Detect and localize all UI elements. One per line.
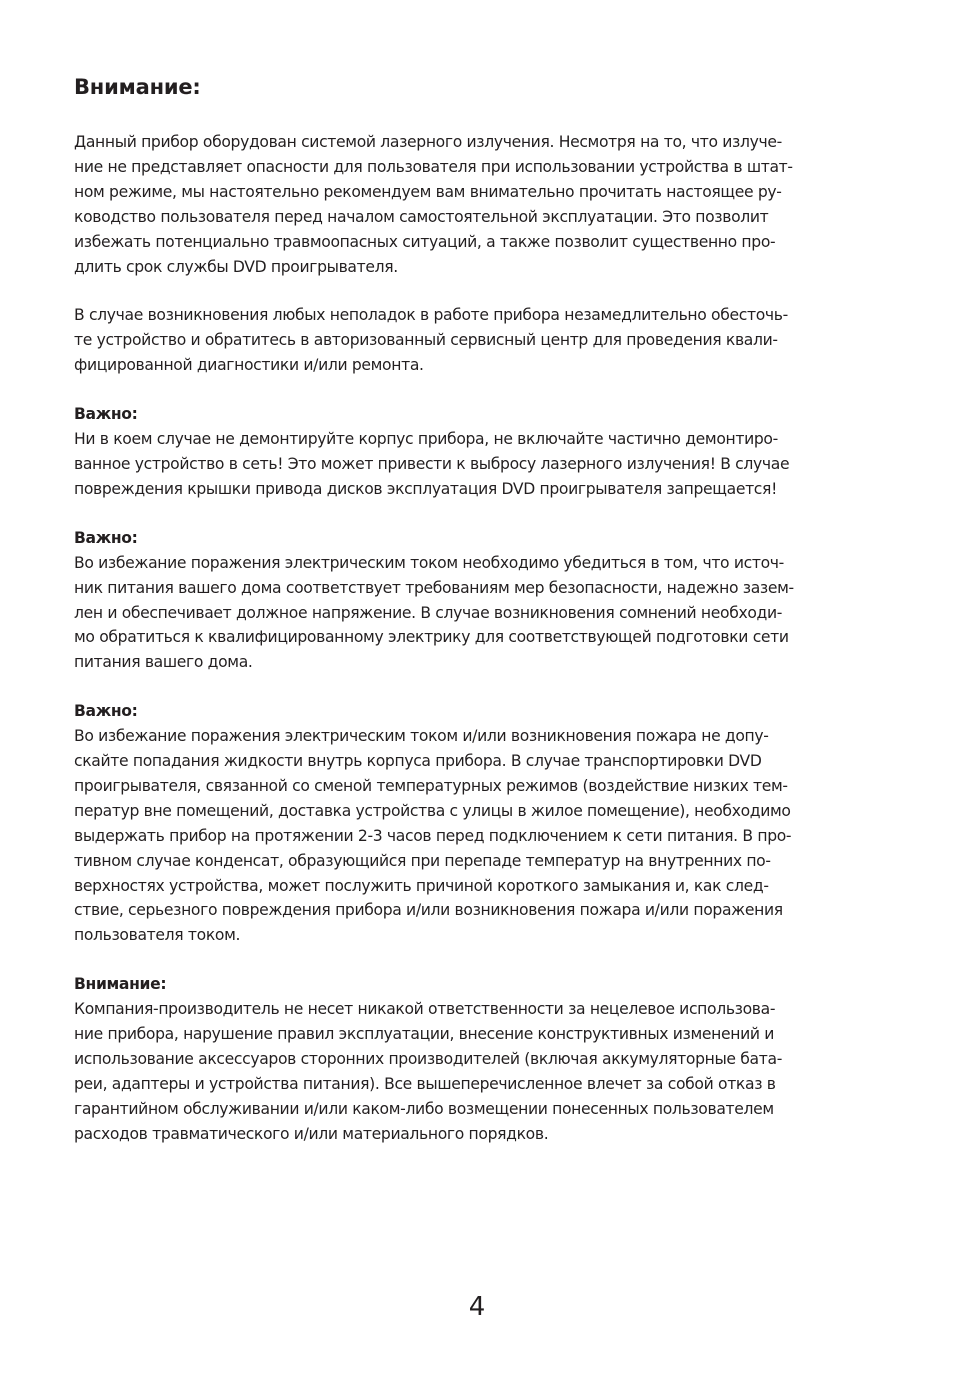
intro-paragraph: Данный прибор оборудован системой лазерного излучения. Несмотря на то, что излуче- ние не представляет опасности для пользователя при использовании устройства в штат- ном режиме, мы настоятельно рекомендуем вам внимательно прочитать настоящее ру- ководство пользователя перед началом самостоятельной эксплуатации. Это позволит избежать потенциально травмоопасных ситуаций, а также позволит существенно про- длить срок службы DVD проигрывателя.: [74, 133, 793, 276]
warning-section-power: [74, 526, 886, 675]
warning-section-liability: [74, 972, 886, 1146]
manual-page: [74, 70, 886, 1171]
malfunction-paragraph: В случае возникновения любых неполадок в работе прибора незамедлительно обесточь- те устройство и обратитесь в авторизованный сервисный центр для проведения квали- фицированной диагностики и/или ремонта.: [74, 306, 788, 375]
page-title: Внимание:: [74, 75, 201, 99]
section-text: Компания-производитель не несет никакой ответственности за нецелевое использова- ние прибора, нарушение правил эксплуатации, внесение конструктивных изменений и использование аксессуаров сторонних производителей (включая аккумуляторные бата- реи, адаптеры и устройства питания). Все вышеперечисленное влечет за собой отказ в гарантийном обслуживании и/или каком-либо возмещении понесенных пользователем расходов травматического и/или материального порядков.: [74, 1000, 782, 1143]
page-number: 4: [468, 1292, 486, 1322]
warning-section-laser: [74, 402, 886, 502]
section-heading: Важно:: [74, 528, 138, 547]
section-text: Во избежание поражения электрическим током и/или возникновения пожара не допу- скайте попадания жидкости внутрь корпуса прибора. В случае транспортировки DVD проигрывателя, связанной со сменой температурных режимов (воздействие низких тем- ператур вне помещений, доставка устройства с улицы в жилое помещение), необходимо выдержать прибор на протяжении 2-3 часов перед подключением к сети питания. В про- тивном случае конденсат, образующийся при перепаде температур на внутренних по- верхностях устройства, может послужить причиной короткого замыкания и, как след- ствие, серьезного повреждения прибора и/или возникновения пожара и/или поражения пользователя током.: [74, 727, 792, 945]
section-text: Во избежание поражения электрическим током необходимо убедиться в том, что источ- ник питания вашего дома соответствует требованиям мер безопасности, надежно зазем- лен и обеспечивает должное напряжение. В случае возникновения сомнений необходи- мо обратиться к квалифицированному электрику для соответствующей подготовки сети питания вашего дома.: [74, 553, 794, 672]
section-heading: Важно:: [74, 405, 138, 424]
warning-section-moisture: [74, 699, 886, 948]
section-heading: Важно:: [74, 702, 138, 721]
section-heading: Внимание:: [74, 975, 167, 994]
section-text: Ни в коем случае не демонтируйте корпус прибора, не включайте частично демонтиро- ванное устройство в сеть! Это может привести к выбросу лазерного излучения! В случае повреждения крышки привода дисков эксплуатация DVD проигрывателя запрещается!: [74, 430, 790, 498]
